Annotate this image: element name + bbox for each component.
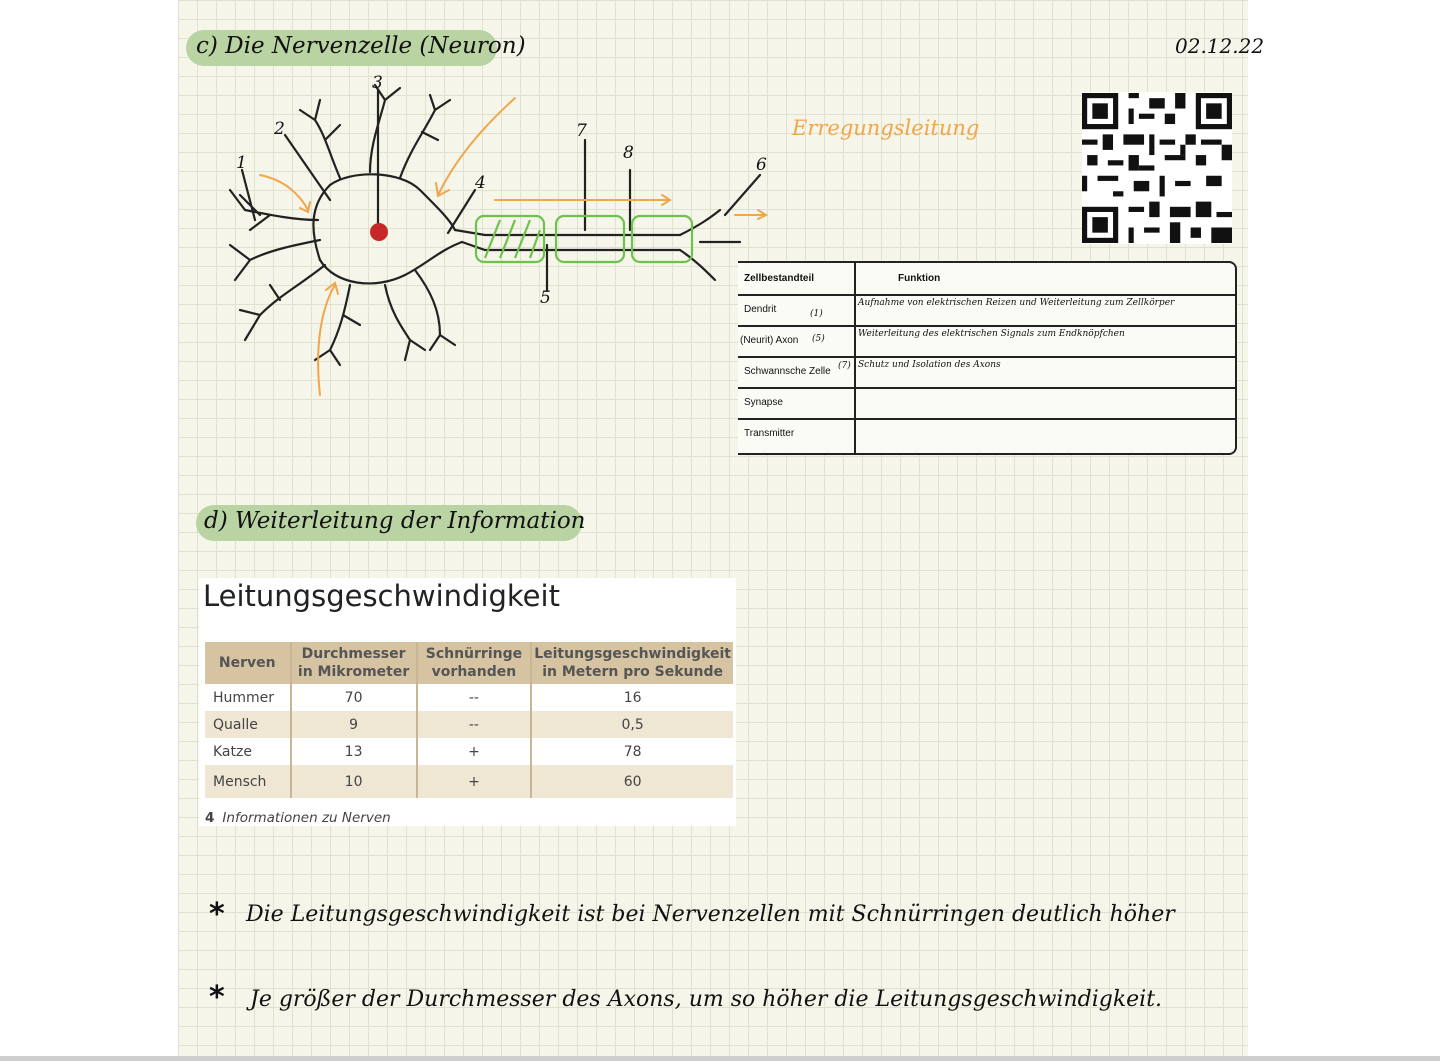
table-row: [738, 294, 1235, 327]
nerve-speed-table: [205, 642, 733, 798]
cell: 70: [291, 684, 417, 711]
cell: +: [417, 765, 532, 798]
cell: Mensch: [205, 765, 291, 798]
cell: Qualle: [205, 711, 291, 738]
table-row: [738, 325, 1235, 358]
neuron-label-4: 4: [475, 173, 486, 193]
table-header-row: [738, 263, 1235, 296]
caption-number: 4: [205, 810, 215, 826]
table-row: [738, 418, 1235, 449]
cell: +: [417, 738, 532, 765]
cell: 78: [531, 738, 733, 765]
cell-part: Schwannsche Zelle: [744, 366, 831, 377]
cell-num: (1): [810, 309, 823, 319]
table-row: [205, 711, 733, 738]
cell: 13: [291, 738, 417, 765]
table-row: [205, 765, 733, 798]
header-part: Zellbestandteil: [744, 273, 815, 284]
section-c-title: c) Die Nervenzelle (Neuron): [196, 33, 526, 59]
cell-part: Transmitter: [744, 428, 795, 439]
table-row: [205, 738, 733, 765]
cell-part: Synapse: [744, 397, 783, 408]
cell: 60: [531, 765, 733, 798]
neuron-label-7: 7: [576, 121, 587, 141]
cell: Katze: [213, 743, 252, 760]
excitation-label: Erregungsleitung: [792, 116, 980, 140]
cell-function: Weiterleitung des elektrischen Signals zum Endknöpfchen: [858, 329, 1125, 339]
page-divider: [0, 1056, 1440, 1061]
col-header: Nerven: [205, 642, 291, 684]
cell-part: (Neurit) Axon: [740, 335, 799, 346]
neuron-label-8: 8: [623, 143, 634, 163]
col-header: Schnürringe vorhanden: [417, 642, 532, 684]
cell-function: Schutz und Isolation des Axons: [858, 360, 1001, 370]
neuron-label-1: 1: [236, 153, 247, 173]
cell: --: [417, 711, 532, 738]
table-row: [738, 387, 1235, 420]
cell: 16: [531, 684, 733, 711]
cell-num: (5): [812, 334, 825, 344]
cell: 0,5: [531, 711, 733, 738]
cell-num: (7): [838, 361, 851, 371]
neuron-label-2: 2: [274, 119, 285, 139]
caption-text: Informationen zu Nerven: [222, 810, 391, 826]
function-table: [738, 261, 1237, 455]
cell: 9: [291, 711, 417, 738]
note-line: Je größer der Durchmesser des Axons, um so höher die Leitungsgeschwindigkeit.: [250, 987, 1163, 1012]
neuron-diagram: [200, 70, 780, 410]
asterisk-icon: *: [209, 980, 225, 1015]
section-d-title: d) Weiterleitung der Information: [204, 508, 586, 534]
col-header: Durchmesser in Mikrometer: [291, 642, 417, 684]
cell: --: [417, 684, 532, 711]
note-line: Die Leitungsgeschwindigkeit ist bei Nervenzellen mit Schnürringen deutlich höher: [246, 902, 1175, 927]
cell-part: Dendrit: [744, 304, 777, 315]
cell-function: Aufnahme von elektrischen Reizen und Weiterleitung zum Zellkörper: [858, 298, 1175, 308]
table-row: [738, 356, 1235, 389]
neuron-label-5: 5: [540, 288, 551, 308]
qr-code[interactable]: [1082, 92, 1232, 244]
header-function: Funktion: [898, 273, 941, 284]
textbook-excerpt: [199, 578, 736, 826]
textbook-title: Leitungsgeschwindigkeit: [203, 579, 560, 613]
col-header: Leitungsgeschwindigkeit in Metern pro Sekunde: [531, 642, 733, 684]
table-row: [205, 684, 733, 711]
asterisk-icon: *: [209, 897, 225, 932]
neuron-label-3: 3: [372, 73, 383, 93]
cell: 10: [291, 765, 417, 798]
neuron-label-6: 6: [756, 155, 767, 175]
cell: Hummer: [213, 689, 275, 706]
date-label: 02.12.22: [1175, 34, 1265, 58]
figure-caption: [205, 810, 391, 826]
